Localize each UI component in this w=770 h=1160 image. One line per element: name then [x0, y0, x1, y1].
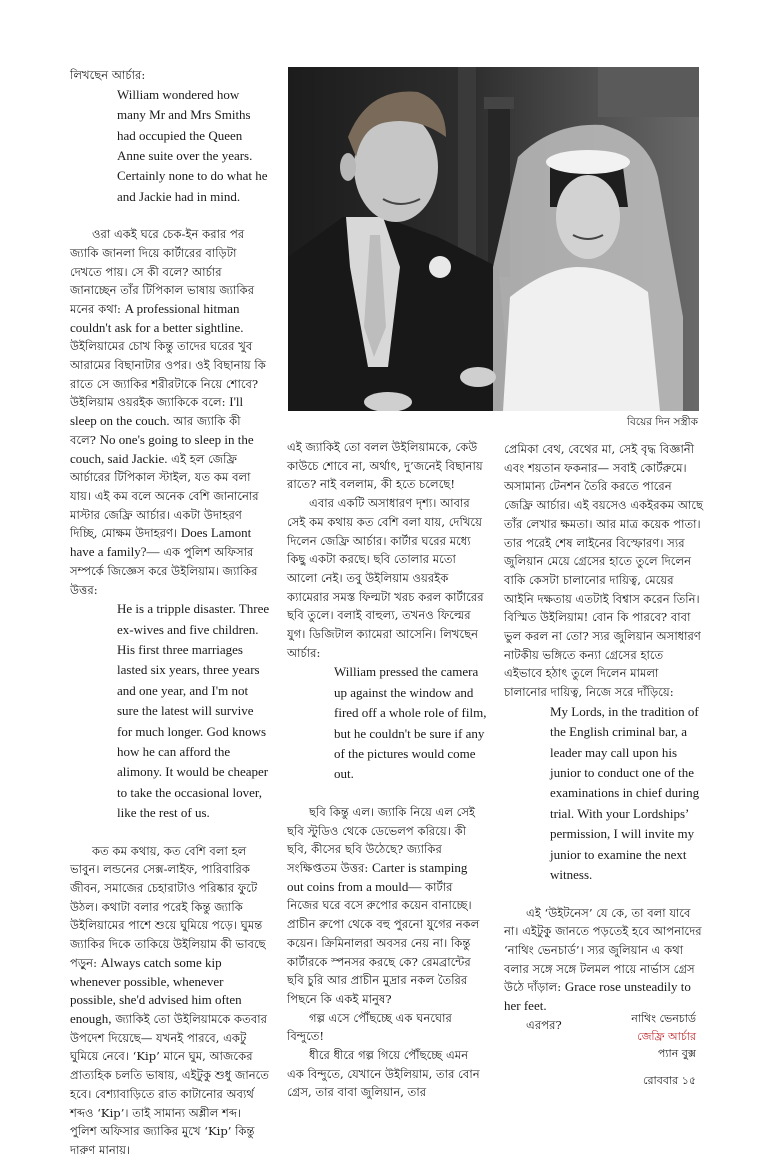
- article-column-1: [70, 66, 270, 1160]
- block-quote: William wondered how many Mr and Mrs Smiths had occupied the Queen Anne suite over the years. Certainly none to do what he and Jackie had in mind.: [117, 86, 268, 204]
- paragraph: [287, 803, 487, 1009]
- block-quote: My Lords, in the tradition of the English criminal bar, a leader may call upon his junior to conduct one of the examinations in chief during trial. With your Lordships’ permission, I will invite my junior to examine the next witness.: [550, 703, 700, 883]
- paragraph: [70, 225, 270, 599]
- article-column-3: [504, 440, 704, 1034]
- page-number-footer: রোববার ১৫: [643, 1074, 696, 1087]
- text-bengali: ওরা একই ঘরে চেক-ইন করার পর জ্যাকি জানলা দিয়ে কার্টারের বাড়িটা দেখতে পায়। সে কী বলে? আর্চার জানাচ্ছেন তাঁর টিপিকাল ভাষায় জ্যাকির মনের কথা:: [70, 227, 255, 316]
- paragraph: এবার একটি অসাধারণ দৃশ্য। আবার সেই কম কথায় কত বেশি বলা যায়, দেখিয়ে দিলেন জেফ্রি আর্চার। কার্টার ঘরের মধ্যে কিছু একটা করছে। ছবি তোলার মতো আলো নেই। তবু উইলিয়াম ওয়রইক ক্যামেরার সমস্ত ফিল্মটা খরচ করল কার্টারের ছবি তুলে। বলাই বাহুল্য, তখনও ফিল্মের যুগ। ডিজিটাল ক্যামেরা আসেনি। লিখছেন আর্চার:: [287, 496, 484, 660]
- paragraph: এরপর?: [526, 1017, 562, 1032]
- paragraph: [70, 842, 270, 1160]
- paragraph: প্রেমিকা বেথ, বেথের মা, সেই বৃদ্ধ বিজ্ঞানী এবং শয়তান ফকনার— সবাই কোর্টরুমে। অসামান্য টেনশন তৈরি করতে পারেন জেফ্রি আর্চার। এই বয়সেও একইরকম আছে তাঁর লেখার ক্ষমতা। আর মাত্র কয়েক পাতা। তার পরেই শেষ লাইনের বিস্ফোরণ। স্যর জুলিয়ান মেয়ে গ্রেসের হাতে তুলে দিলেন বাকি কেসটা চালানোর দায়িত্ব, মেয়ের আইনি দক্ষতায় এতটাই বিশ্বাস করেন তিনি। বিস্মিত উইলিয়াম! বোন কি পারবে? বাবা ভুল করল না তো? স্যর জুলিয়ান অসাধারণ নাটকীয় ভঙ্গিতে কন্যা গ্রেসের হাতে এইভাবে হঠাৎ তুলে দিলেন মামলা চালানোর দায়িত্ব, নিজে সরে দাঁড়িয়ে:: [504, 442, 704, 700]
- text-bengali: ছবি কিন্তু এল। জ্যাকি নিয়ে এল সেই ছবি স্টুডিও থেকে ডেভেলপ করিয়ে। কী ছবি, কীসের ছবি উঠেছে? জ্যাকির সংক্ষিপ্ততম উত্তর:: [287, 804, 476, 875]
- text-english: Grace rose unsteadily to her feet.: [504, 979, 691, 1014]
- text-bengali: কার্টার নিজের ঘরে বসে রুপোর কয়েন বানাচ্ছে। প্রাচীন রুপো থেকে বহু পুরনো যুগের নকল কয়েন। ক্রিমিনালরা অবসর নেয় না। কিন্তু কার্টারকে স্পনসর করছে কে? রেমব্রান্টের ছবি চুরি আর প্রাচীন মুদ্রার নকল তৈরির পিছনে কি একই মানুষ?: [287, 879, 480, 1006]
- paragraph: [504, 904, 704, 1016]
- text-english: I'll sleep on the couch.: [70, 394, 244, 429]
- wedding-photo: [288, 67, 699, 411]
- paragraph: ধীরে ধীরে গল্প গিয়ে পৌঁছচ্ছে এমন এক বিন্দুতে, যেখানে উইলিয়াম, তার বোন গ্রেস, তার বাবা জুলিয়ান, তার: [287, 1048, 480, 1100]
- article-column-2: [287, 438, 487, 1102]
- text-bengali: কত কম কথায়, কত বেশি বলা হল ভাবুন। লন্ডনের সেক্স-লাইফ, পারিবারিক জীবন, সমাজের চেহারাটাও পরিষ্কার ফুটে উঠল। কথাটা বলার পরেই কিন্তু জ্যাকি উইলিয়ামের পাশে শুয়ে ঘুমিয়ে পড়ে। ঘুমন্ত জ্যাকির দিকে তাকিয়ে উইলিয়াম কী ভাবছে পড়ুন:: [70, 843, 266, 970]
- book-author: জেফ্রি আর্চার: [637, 1029, 696, 1043]
- text-bengali: এই ‘উইটনেস’ যে কে, তা বলা যাবে না। এইটুকু জানতে পড়তেই হবে আপনাদের ‘নাথিং ভেনচার্ড’। স্যর জুলিয়ান এ কথা বলার সঙ্গে সঙ্গে টলমল পায়ে নার্ভাস গ্রেস উঠে দাঁড়াল:: [504, 905, 702, 995]
- block-quote: William pressed the camera up against the window and fired off a whole role of film, but he couldn't be sure if any of the pictures would come out.: [334, 664, 487, 782]
- text-english: No one's going to sleep in the couch, said Jackie.: [70, 431, 254, 466]
- text-bengali: উইলিয়ামের চোখ কিন্তু তাদের ঘরের খুব আরামের বিছানাটার ওপর। ওই বিছানায় কি রাতে সে জ্যাকির শরীরটাকে নিয়ে শোবে? উইলিয়াম ওয়রইক জ্যাকিকে বলে:: [70, 339, 266, 410]
- text-english: A professional hitman couldn't ask for a better sightline.: [70, 300, 244, 335]
- book-publisher: প্যান বুক্স: [657, 1047, 696, 1060]
- text-english: Does Lamont have a family?—: [70, 525, 252, 560]
- text-bengali: এই হল জেফ্রি আর্চারের টিপিকাল স্টাইল, যত কম বলা যায়। এই কম বলে অনেক বেশি জানানোর মাস্টার জেফ্রি আর্চার। একটা উদাহরণ দিচ্ছি, মোক্ষম উদাহরণ।: [70, 451, 259, 541]
- intro-line: লিখছেন আর্চার:: [70, 68, 146, 82]
- book-credits: [560, 1010, 696, 1063]
- photo-caption: বিয়ের দিন সস্ত্রীক: [627, 416, 698, 428]
- wedding-photo-illustration: [288, 67, 699, 411]
- text-bengali: এক পুলিশ অফিসার সম্পর্কে জিজ্ঞেস করে উইলিয়াম। জ্যাকির উত্তর:: [70, 545, 258, 597]
- text-english: Always catch some kip whenever possible, whenever possible, she'd advised him often enough,: [70, 954, 242, 1026]
- block-quote: He is a tripple disaster. Three ex-wives and five children. His first three marriages lasted six years, three years and one year, and I'm not sure the latest will survive for much longer. God knows how he can afford the alimony. It would be cheaper to take the occasional lover, like the rest of us.: [117, 601, 270, 821]
- text-bengali: আর জ্যাকি কী বলে?: [70, 414, 241, 447]
- paragraph: গল্প এসে পৌঁছচ্ছে এক ঘনঘোর বিন্দুতে!: [287, 1010, 452, 1044]
- book-title: নাথিং ভেনচার্ড: [631, 1012, 696, 1025]
- paragraph: এই জ্যাকিই তো বলল উইলিয়ামকে, কেউ কাউচে শোবে না, অর্থাৎ, দু’জনেই বিছানায় রাতে? নাই বললাম, কী হতে চলেছে!: [287, 440, 483, 492]
- text-bengali: জ্যাকিই তো উইলিয়ামকে কতবার উপদেশ দিয়েছে— যখনই পারবে, একটু ঘুমিয়ে নেবে। ‘Kip’ মানে ঘুম, আজকের প্রাত্যহিক চলতি ভাষায়, এইটুকু শুধু জানতে হবে। বেশ্যাবাড়িতে রাত কাটানোর অব্যর্থ শব্দও ‘Kip’। তাই সামান্য অশ্লীল শব্দ। পুলিশ অফিসার জ্যাকির মুখে ‘Kip’ কিন্তু দারুণ মানায়।: [70, 1012, 269, 1157]
- text-english: Carter is stamping out coins from a mould—: [287, 859, 468, 894]
